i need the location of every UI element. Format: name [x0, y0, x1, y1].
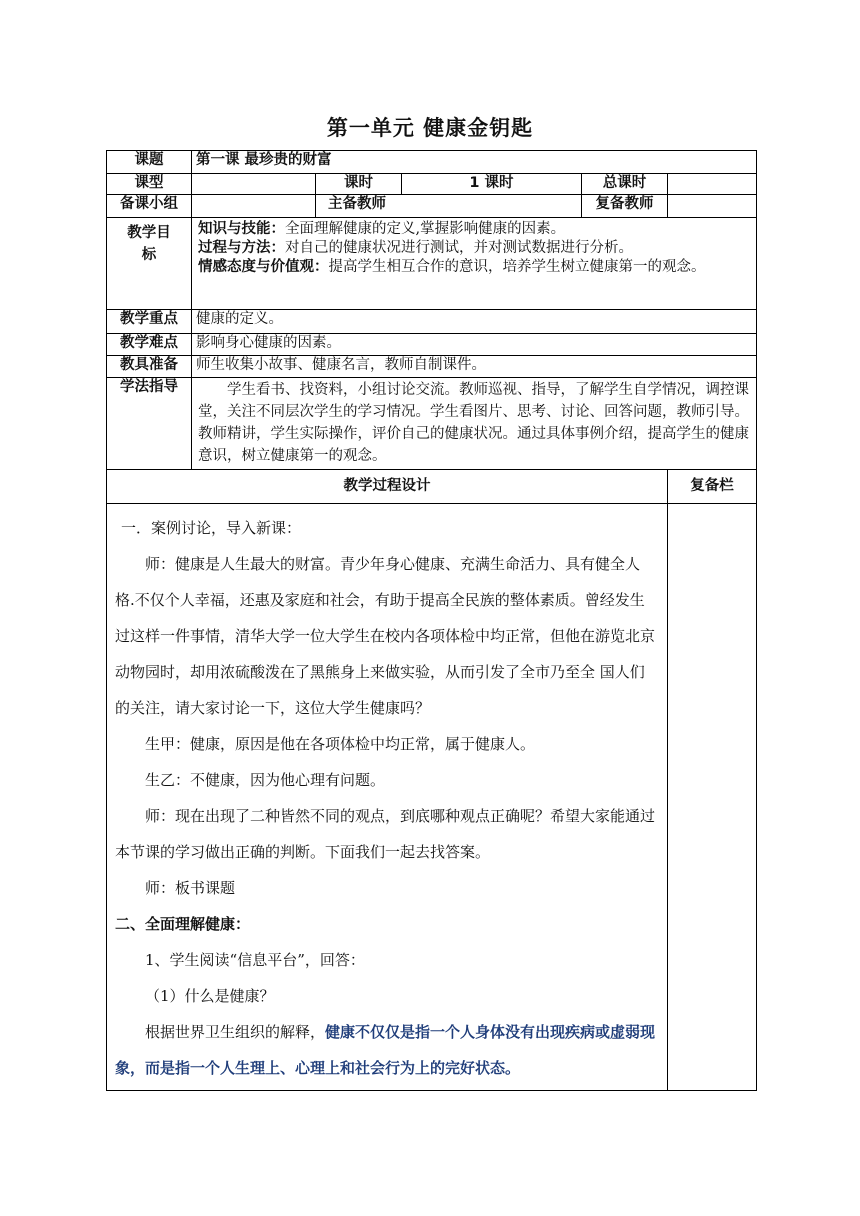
- review-teacher-label: 复备教师: [582, 195, 668, 218]
- objectives-content: [192, 218, 757, 310]
- row-topic: [107, 151, 757, 174]
- topic-label: 课题: [107, 151, 192, 174]
- total-hours-value: [668, 174, 757, 195]
- row-process-body: [107, 504, 757, 1091]
- paragraph-student-b: 生乙：不健康，因为他心理有问题。: [145, 771, 386, 789]
- difficulty-label: 教学难点: [107, 334, 192, 356]
- row-method: [107, 378, 757, 470]
- review-teacher-value: [668, 195, 757, 218]
- type-value: [192, 174, 316, 195]
- materials-value: 师生收集小故事、健康名言，教师自制课件。: [192, 356, 757, 378]
- process-content: [107, 504, 668, 1091]
- objective-process: 过程与方法：对自己的健康状况进行测试，并对测试数据进行分析。: [198, 240, 633, 256]
- section-case-discussion: 一．案例讨论，导入新课：: [121, 519, 302, 537]
- lead-teacher-label: 主备教师: [316, 195, 582, 218]
- topic-value: 第一课 最珍贵的财富: [192, 151, 757, 174]
- row-difficulty: [107, 334, 757, 356]
- row-process-header: [107, 470, 757, 504]
- review-column-header: 复备栏: [668, 470, 757, 504]
- key-point-value: 健康的定义。: [192, 310, 757, 334]
- hours-label: 课时: [316, 174, 402, 195]
- process-header: 教学过程设计: [107, 470, 668, 504]
- difficulty-value: 影响身心健康的因素。: [192, 334, 757, 356]
- objectives-label: 教学目标: [107, 218, 192, 310]
- paragraph-student-a: 生甲：健康，原因是他在各项体检中均正常，属于健康人。: [145, 735, 536, 753]
- method-label: 学法指导: [107, 378, 192, 470]
- row-type: [107, 174, 757, 195]
- review-column: [668, 504, 757, 1091]
- paragraph-what-is-health: （1）什么是健康？: [145, 987, 275, 1005]
- row-materials: [107, 356, 757, 378]
- paragraph-read-platform: 1、学生阅读“信息平台”，回答：: [145, 951, 365, 969]
- objective-attitude: 情感态度与价值观：提高学生相互合作的意识，培养学生树立健康第一的观念。: [198, 259, 706, 275]
- paragraph-who-definition: 根据世界卫生组织的解释，健康不仅仅是指一个人身体没有出现疾病或虚弱现象，而是指一个人生理上、心理上和社会行为上的完好状态。: [115, 1023, 656, 1077]
- lesson-plan-table: [106, 150, 757, 1091]
- paragraph-teacher-intro: 师：健康是人生最大的财富。青少年身心健康、充满生命活力、具有健全人格.不仅个人幸福，还惠及家庭和社会，有助于提高全民族的整体素质。曾经发生过这样一件事情，清华大学一位大学生在校内各项体检中均正常，但他在游览北京动物园时，却用浓硫酸泼在了黑熊身上来做实验，从而引发了全市乃至全 国人们的关注，请大家讨论一下，这位大学生健康吗？: [115, 555, 656, 717]
- section-understand-health: 二、全面理解健康：: [115, 915, 251, 933]
- objective-knowledge: 知识与技能：全面理解健康的定义,掌握影响健康的因素。: [198, 221, 566, 237]
- group-value: [192, 195, 316, 218]
- total-hours-label: 总课时: [582, 174, 668, 195]
- group-label: 备课小组: [107, 195, 192, 218]
- row-group: [107, 195, 757, 218]
- row-key-point: [107, 310, 757, 334]
- page-title: 第一单元 健康金钥匙: [326, 116, 534, 140]
- hours-value: 1 课时: [402, 174, 582, 195]
- type-label: 课型: [107, 174, 192, 195]
- paragraph-teacher-question: 师：现在出现了二种皆然不同的观点，到底哪种观点正确呢？希望大家能通过本节课的学习做出正确的判断。下面我们一起去找答案。: [115, 807, 656, 861]
- method-value: 学生看书、找资料，小组讨论交流。教师巡视、指导，了解学生自学情况，调控课堂，关注不同层次学生的学习情况。学生看图片、思考、讨论、回答问题，教师引导。 教师精讲，学生实际操作，评价自己的健康状况。通过具体事例介绍，提高学生的健康意识，树立健康第一的观念。: [192, 378, 757, 470]
- materials-label: 教具准备: [107, 356, 192, 378]
- row-objectives: [107, 218, 757, 310]
- key-point-label: 教学重点: [107, 310, 192, 334]
- who-definition-highlight: 健康不仅仅是指一个人身体没有出现疾病或虚弱现象，而是指一个人生理上、心理上和社会行为上的完好状态。: [115, 1023, 656, 1077]
- paragraph-board-title: 师：板书课题: [145, 879, 236, 897]
